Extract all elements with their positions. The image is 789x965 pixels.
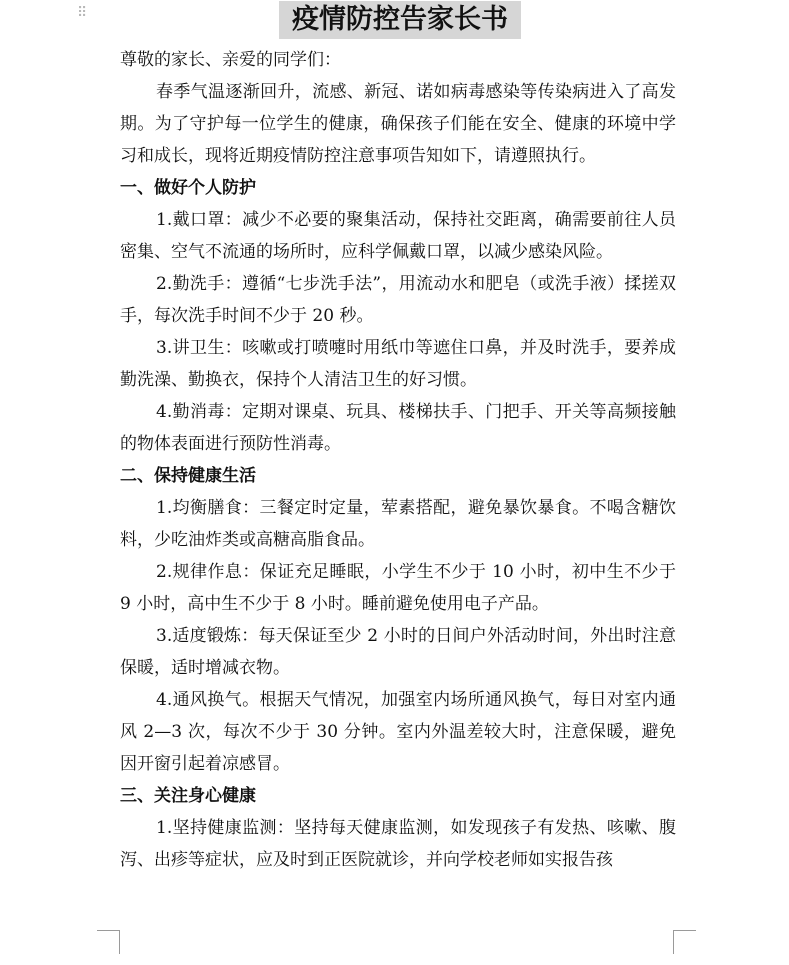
paragraph-mask: 1.戴口罩：减少不必要的聚集活动，保持社交距离，确需要前往人员密集、空气不流通的场所时，应科学佩戴口罩，以减少感染风险。 xyxy=(120,210,676,262)
paragraph-handwashing: 2.勤洗手：遵循“七步洗手法”，用流动水和肥皂（或洗手液）揉搓双手，每次洗手时间不少于 20 秒。 xyxy=(120,274,676,326)
document-body xyxy=(120,44,676,876)
page-corner-mark-left xyxy=(97,930,120,954)
paragraph-diet: 1.均衡膳食：三餐定时定量，荤素搭配，避免暴饮暴食。不喝含糖饮料，少吃油炸类或高糖高脂食品。 xyxy=(120,498,676,550)
paragraph-disinfection: 4.勤消毒：定期对课桌、玩具、楼梯扶手、门把手、开关等高频接触的物体表面进行预防性消毒。 xyxy=(120,402,676,454)
document-title: 疫情防控告家长书 xyxy=(279,1,521,39)
paragraph-monitoring: 1.坚持健康监测：坚持每天健康监测，如发现孩子有发热、咳嗽、腹泻、出疹等症状，应及时到正医院就诊，并向学校老师如实报告孩 xyxy=(120,818,676,870)
section-heading-healthy-life: 二、保持健康生活 xyxy=(120,466,256,486)
salutation: 尊敬的家长、亲爱的同学们： xyxy=(120,50,341,70)
paragraph-sleep: 2.规律作息：保证充足睡眠，小学生不少于 10 小时，初中生不少于 9 小时，高中生不少于 8 小时。睡前避免使用电子产品。 xyxy=(120,562,676,614)
paragraph-ventilation: 4.通风换气。根据天气情况，加强室内场所通风换气，每日对室内通风 2—3 次，每次不少于 30 分钟。室内外温差较大时，注意保暖，避免因开窗引起着凉感冒。 xyxy=(120,690,676,774)
page-corner-mark-right xyxy=(673,930,696,954)
drag-handle-icon[interactable]: ⠿ xyxy=(77,5,89,21)
intro-paragraph: 春季气温逐渐回升，流感、新冠、诺如病毒感染等传染病进入了高发期。为了守护每一位学生的健康，确保孩子们能在安全、健康的环境中学习和成长，现将近期疫情防控注意事项告知如下，请遵照执行。 xyxy=(120,82,676,166)
paragraph-exercise: 3.适度锻炼：每天保证至少 2 小时的日间户外活动时间，外出时注意保暖，适时增减衣物。 xyxy=(120,626,676,678)
section-heading-protection: 一、做好个人防护 xyxy=(120,178,256,198)
section-heading-wellbeing: 三、关注身心健康 xyxy=(120,786,256,806)
paragraph-hygiene: 3.讲卫生：咳嗽或打喷嚏时用纸巾等遮住口鼻，并及时洗手，要养成勤洗澡、勤换衣，保持个人清洁卫生的好习惯。 xyxy=(120,338,676,390)
